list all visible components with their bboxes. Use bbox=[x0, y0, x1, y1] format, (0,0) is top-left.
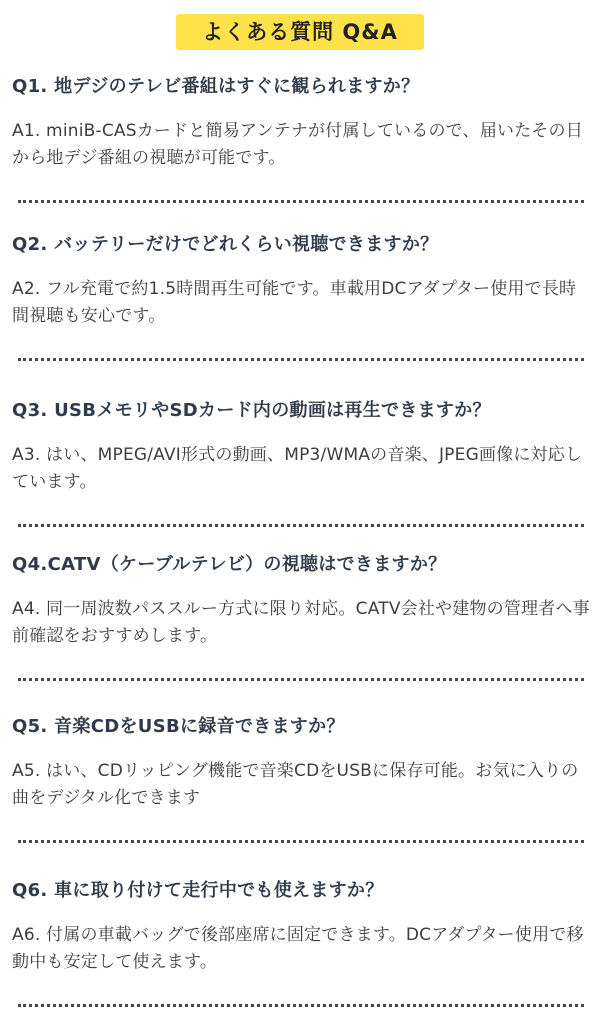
answer-text: A1. miniB-CASカードと簡易アンテナが付属しているので、届いたその日から地デジ番組の視聴が可能です。 bbox=[12, 121, 583, 168]
question-text: Q4.CATV（ケーブルテレビ）の視聴はできますか？ bbox=[12, 554, 447, 575]
answer-text: A3. はい、MPEG/AVI形式の動画、MP3/WMAの音楽、JPEG画像に対応しています。 bbox=[12, 445, 583, 492]
dotted-divider bbox=[18, 1004, 584, 1007]
page-title: よくある質問 Q&A bbox=[176, 14, 424, 50]
answer-text: A2. フル充電で約1.5時間再生可能です。車載用DCアダプター使用で長時間視聴も安心です。 bbox=[12, 279, 577, 326]
dotted-divider bbox=[18, 524, 584, 527]
dotted-divider bbox=[18, 678, 584, 681]
dotted-divider bbox=[18, 358, 584, 361]
question-text: Q1. 地デジのテレビ番組はすぐに観られますか？ bbox=[12, 76, 420, 97]
question-text: Q5. 音楽CDをUSBに録音できますか？ bbox=[12, 716, 345, 737]
question-text: Q2. バッテリーだけでどれくらい視聴できますか？ bbox=[12, 234, 439, 255]
dotted-divider bbox=[18, 200, 584, 203]
answer-text: A4. 同一周波数パススルー方式に限り対応。CATV会社や建物の管理者へ事前確認をおすすめします。 bbox=[12, 599, 590, 646]
question-text: Q6. 車に取り付けて走行中でも使えますか？ bbox=[12, 880, 384, 901]
answer-text: A6. 付属の車載バッグで後部座席に固定できます。DCアダプター使用で移動中も安定して使えます。 bbox=[12, 925, 584, 972]
dotted-divider bbox=[18, 840, 584, 843]
answer-text: A5. はい、CDリッピング機能で音楽CDをUSBに保存可能。お気に入りの曲をデジタル化できます bbox=[12, 761, 579, 808]
question-text: Q3. USBメモリやSDカード内の動画は再生できますか？ bbox=[12, 400, 491, 421]
faq-header bbox=[0, 14, 600, 50]
